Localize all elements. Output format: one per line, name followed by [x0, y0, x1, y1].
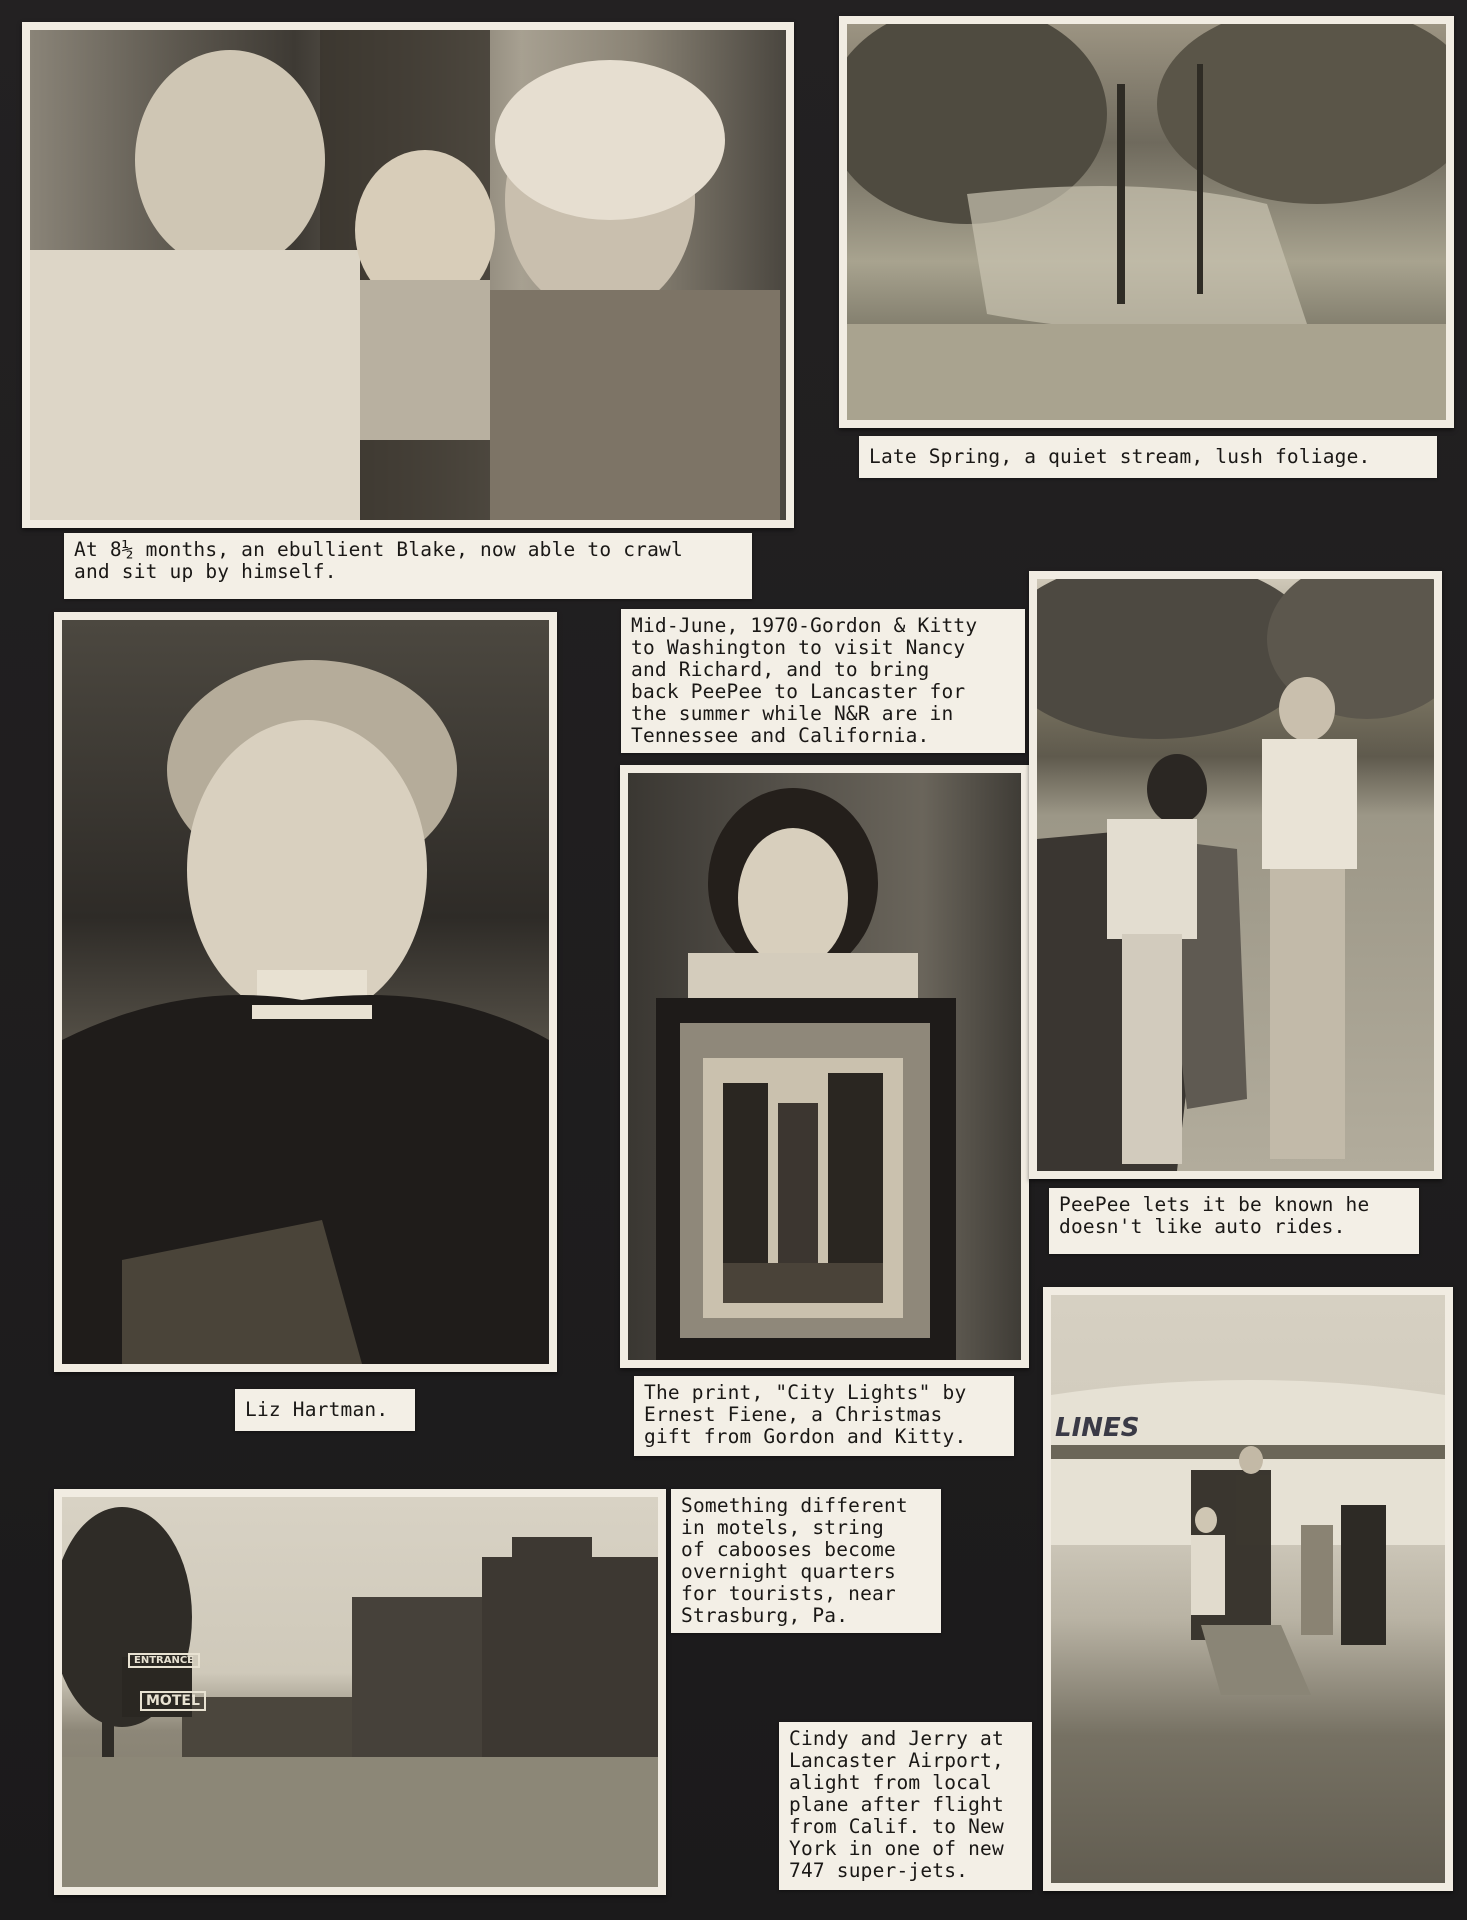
photo-airport-plane-image [1051, 1295, 1445, 1883]
photo-stream [839, 16, 1454, 428]
caption-grandparents: At 8½ months, an ebullient Blake, now able to crawl and sit up by himself. [64, 533, 752, 599]
photo-city-lights-image [628, 773, 1021, 1360]
photo-liz-hartman [54, 612, 557, 1372]
caption-airport: Cindy and Jerry at Lancaster Airport, alight from local plane after flight from Calif. to New York in one of new 747 super-jets. [779, 1722, 1032, 1890]
caption-print: The print, "City Lights" by Ernest Fiene, a Christmas gift from Gordon and Kitty. [634, 1376, 1014, 1456]
photo-peepee-car-image [1037, 579, 1434, 1171]
photo-liz-illustration [62, 620, 549, 1364]
photo-liz-hartman-image [62, 620, 549, 1364]
airline-lettering: LINES [1055, 1413, 1140, 1443]
photo-stream-illustration [847, 24, 1446, 420]
photo-caboose-motel-image [62, 1497, 658, 1887]
caption-stream: Late Spring, a quiet stream, lush foliage. [859, 436, 1437, 478]
photo-stream-image [847, 24, 1446, 420]
motel-sign-text: MOTEL [140, 1691, 206, 1711]
entrance-sign-text: ENTRANCE [128, 1653, 200, 1668]
photo-city-lights-print [620, 765, 1029, 1368]
photo-airport-plane [1043, 1287, 1453, 1891]
photo-print-illustration [628, 773, 1021, 1360]
photo-peepee-car [1029, 571, 1442, 1179]
photo-caboose-motel [54, 1489, 666, 1895]
photo-airport-illustration [1051, 1295, 1445, 1883]
caption-peepee: PeePee lets it be known he doesn't like auto rides. [1049, 1188, 1419, 1254]
caption-liz: Liz Hartman. [235, 1389, 415, 1431]
photo-grandparents-illustration [30, 30, 786, 520]
photo-grandparents-baby [22, 22, 794, 528]
photo-grandparents-baby-image [30, 30, 786, 520]
caption-motels: Something different in motels, string of cabooses become overnight quarters for tourists, near Strasburg, Pa. [671, 1489, 941, 1633]
photo-peepee-illustration [1037, 579, 1434, 1171]
caption-trip: Mid-June, 1970-Gordon & Kitty to Washington to visit Nancy and Richard, and to bring back PeePee to Lancaster for the summer while N&R are in Tennessee and California. [621, 609, 1025, 753]
